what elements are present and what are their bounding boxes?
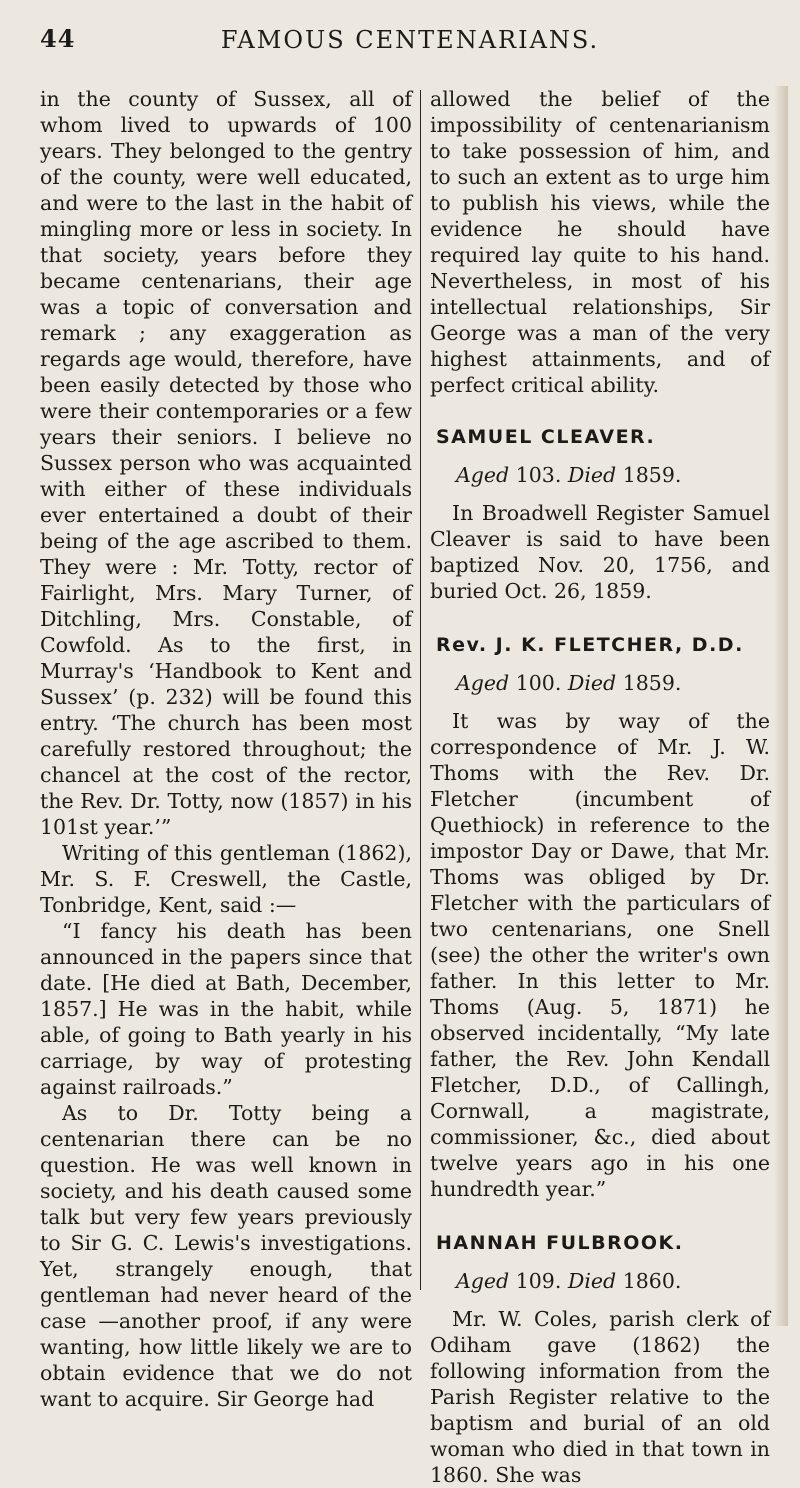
entry-text: Mr. W. Coles, parish clerk of Odiham gave (1862) the following information from the Parish Register relative to the baptism and burial of an old woman who died in that town in 1860. She was (430, 1307, 770, 1487)
entry-age-line (456, 1268, 770, 1294)
died-label: Died (567, 1269, 617, 1293)
died-value: 1859. (622, 671, 682, 695)
paragraph: Writing of this gentleman (1862), Mr. S. F. Creswell, the Castle, Tonbridge, Kent, said :— (40, 841, 412, 917)
aged-value: 100. (515, 671, 562, 695)
entry-heading: HANNAH FULBROOK. (436, 1232, 684, 1254)
paragraph: in the county of Sussex, all of whom lived to upwards of 100 years. They belonged to the gentry of the county, were well educated, and were to the last in the habit of mingling more or less in society. In that society, years before they became centenarians, their age was a topic of conversation and remark ; any exaggeration as regards age would, therefore, have been easily detected by those who were their contemporaries or a few years their seniors. I believe no Sussex person who was acquainted with either of these individuals ever entertained a doubt of their being of the age ascribed to them. They were : Mr. Totty, rector of Fairlight, Mrs. Mary Turner, of Ditchling, Mrs. Constable, of Cowfold. As to the first, in Murray's ‘Handbook to Kent and Sussex’ (p. 232) will be found this entry. ‘The church has been most carefully restored throughout; the chancel at the cost of the rector, the Rev. Dr. Totty, now (1857) in his 101st year.’” (40, 87, 412, 839)
column-divider (420, 90, 421, 1290)
aged-label: Aged (456, 671, 510, 695)
entry-text: It was by way of the correspondence of Mr. J. W. Thoms with the Rev. Dr. Fletcher (incumbent of Quethiock) in reference to the impostor Day or Dawe, that Mr. Thoms was obliged by Dr. Fletcher with the particulars of two centenarians, one Snell (see) the other the writer's own father. In this letter to Mr. Thoms (Aug. 5, 1871) he observed incidentally, “My late father, the Rev. John Kendall Fletcher, D.D., of Callingh, Cornwall, a magistrate, commissioner, &c., died about twelve years ago in his one hundredth year.” (430, 709, 770, 1201)
left-column (40, 86, 412, 1412)
aged-value: 109. (515, 1269, 562, 1293)
aged-label: Aged (456, 1269, 510, 1293)
paragraph: allowed the belief of the impossibility of centenarianism to take possession of him, and to such an extent as to urge him to publish his views, while the evidence he should have required lay quite to his hand. Nevertheless, in most of his intellectual relationships, Sir George was a man of the very highest attainments, and of perfect critical ability. (430, 87, 770, 397)
died-label: Died (567, 671, 617, 695)
died-label: Died (567, 463, 617, 487)
quotation-paragraph: “I fancy his death has been announced in the papers since that date. [He died at Bath, December, 1857.] He was in the habit, while able, of going to Bath yearly in his carriage, by way of protesting against railroads.” (40, 919, 412, 1099)
aged-label: Aged (456, 463, 510, 487)
page-header (40, 24, 760, 60)
right-column (430, 86, 770, 1488)
page-number: 44 (40, 24, 76, 53)
entry-age-line (456, 462, 770, 488)
entry-text: In Broadwell Register Samuel Cleaver is said to have been baptized Nov. 20, 1756, and buried Oct. 26, 1859. (430, 501, 770, 603)
running-title: FAMOUS CENTENARIANS. (220, 26, 600, 54)
died-value: 1860. (622, 1269, 682, 1293)
paragraph: As to Dr. Totty being a centenarian there can be no question. He was well known in society, and his death caused some talk but very few years previously to Sir G. C. Lewis's investigations. Yet, strangely enough, that gentleman had never heard of the case —another proof, if any were wanting, how little likely we are to obtain evidence that we do not want to acquire. Sir George had (40, 1101, 412, 1411)
aged-value: 103. (515, 463, 562, 487)
entry-heading: Rev. J. K. FLETCHER, D.D. (436, 634, 744, 656)
entry-age-line (456, 670, 770, 696)
entry-heading: SAMUEL CLEAVER. (436, 426, 656, 448)
died-value: 1859. (622, 463, 682, 487)
